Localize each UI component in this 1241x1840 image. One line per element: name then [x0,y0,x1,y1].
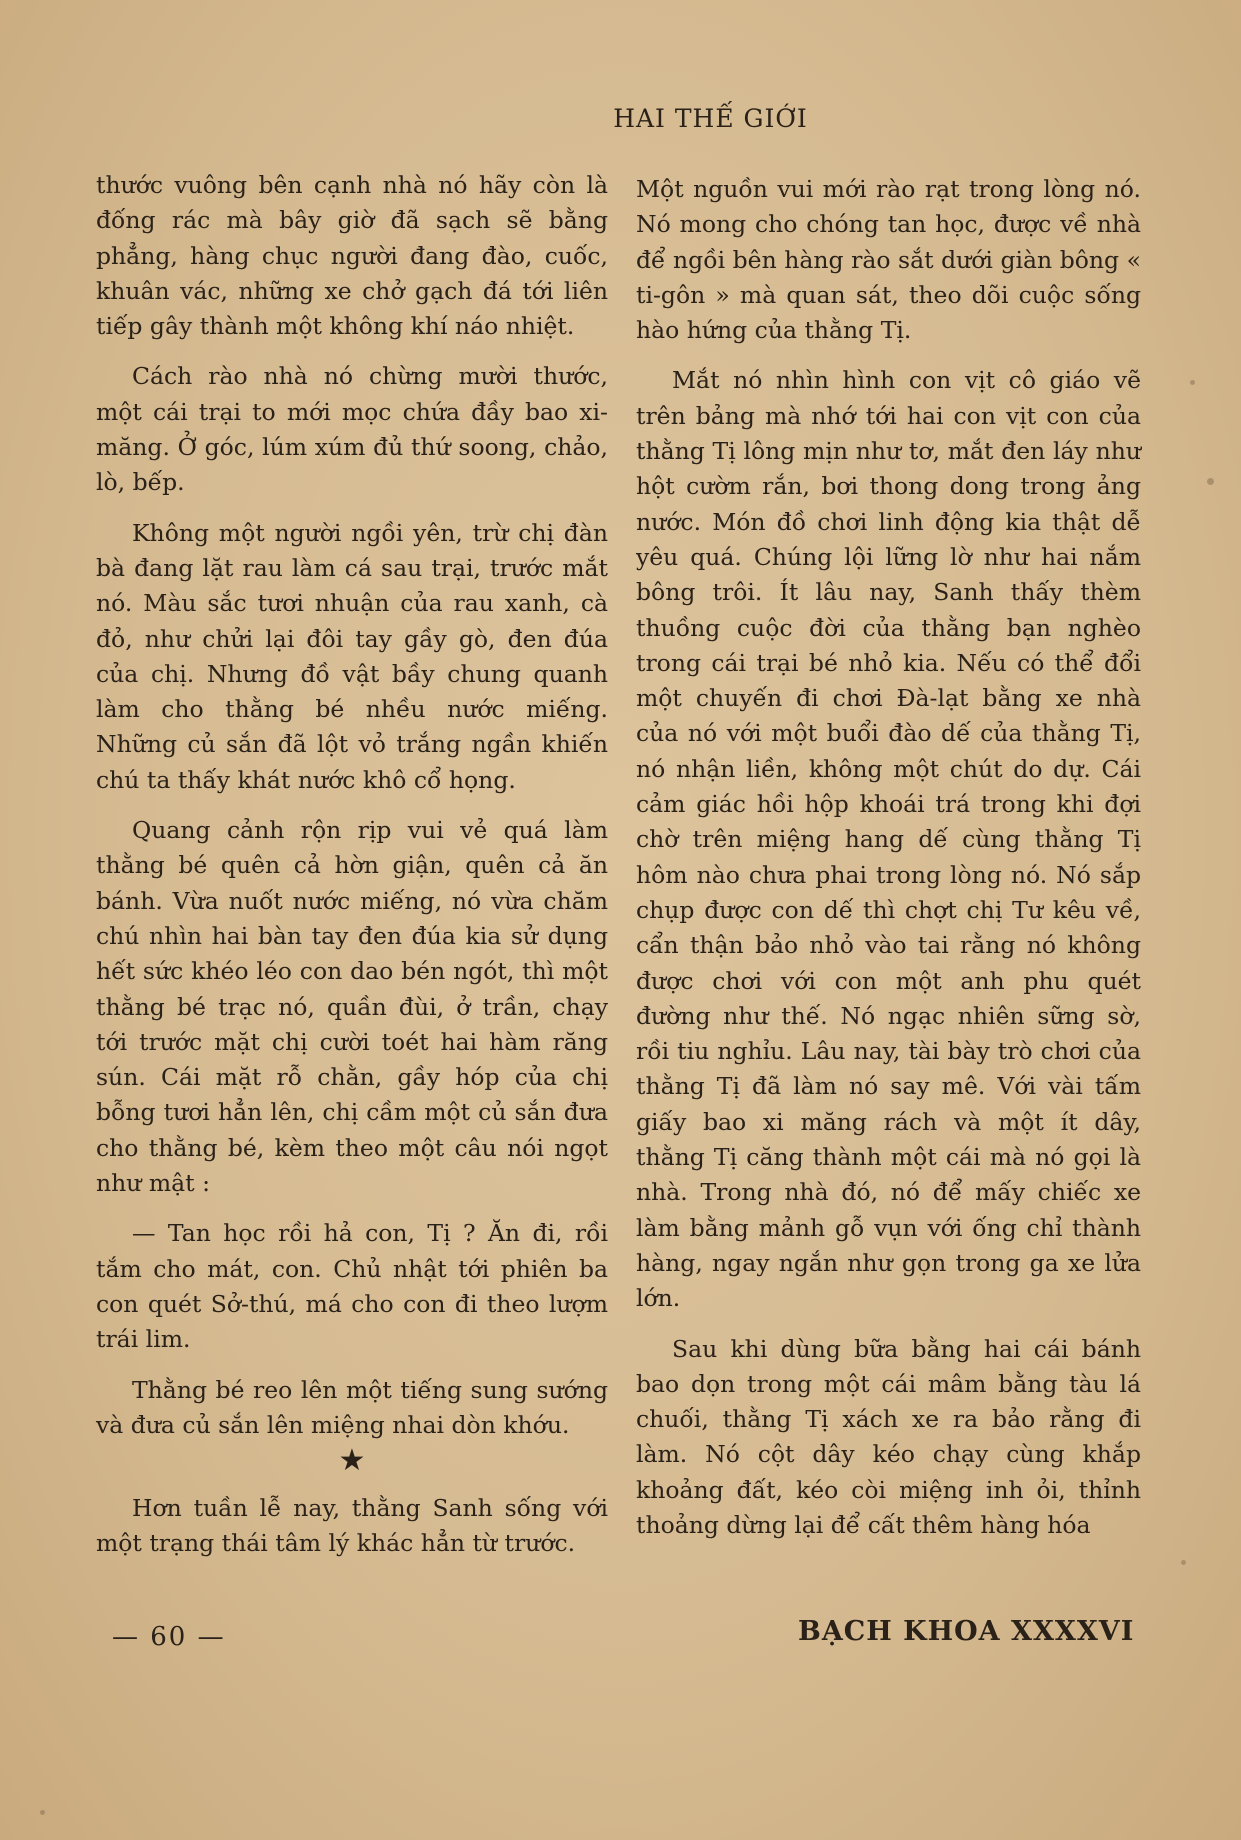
journal-name: BẠCH KHOA XXXXVI [798,1616,1135,1647]
paragraph: thước vuông bên cạnh nhà nó hãy còn là đống rác mà bây giờ đã sạch sẽ bằng phẳng, hàng chục người đang đào, cuốc, khuân vác, những xe chở gạch đá tới liên tiếp gây thành một không khí náo nhiệt. [96,171,608,341]
paragraph: Cách rào nhà nó chừng mười thước, một cái trại to mới mọc chứa đầy bao xi-măng. Ở góc, lúm xúm đủ thứ soong, chảo, lò, bếp. [96,362,608,497]
paper-speck [1207,478,1214,485]
running-title: HAI THẾ GIỚI [613,104,808,133]
section-separator-star: ★ [338,1443,366,1479]
right-column [636,172,1141,1558]
paragraph: Mắt nó nhìn hình con vịt cô giáo vẽ trên bảng mà nhớ tới hai con vịt con của thằng Tị lông mịn như tơ, mắt đen láy như hột cườm rắn, bơi thong dong trong ảng nước. Món đồ chơi linh động kia thật dễ yêu quá. Chúng lội lững lờ như hai nắm bông trôi. Ít lâu nay, Sanh thấy thèm thuồng cuộc đời của thằng bạn nghèo trong cái trại bé nhỏ kia. Nếu có thể đổi một chuyến đi chơi Đà-lạt bằng xe nhà của nó với một buổi đào dế của thằng Tị, nó nhận liền, không một chút do dự. Cái cảm giác hồi hộp khoái trá trong khi đợi chờ trên miệng hang dế cùng thằng Tị hôm nào chưa phai trong lòng nó. Nó sắp chụp được con dế thì chợt chị Tư kêu về, cẩn thận bảo nhỏ vào tai rằng nó không được chơi với con một anh phu quét đường như thế. Nó ngạc nhiên sững sờ, rồi tiu nghỉu. Lâu nay, tài bày trò chơi của thằng Tị đã làm nó say mê. Với vài tấm giấy bao xi măng rách và một ít dây, thằng Tị căng thành một cái mà nó gọi là nhà. Trong nhà đó, nó để mấy chiếc xe làm bằng mảnh gỗ vụn với ống chỉ thành hàng, ngay ngắn như gọn trong ga xe lửa lớn. [636,366,1141,1313]
paper-speck [40,1810,45,1815]
paragraph: Sau khi dùng bữa bằng hai cái bánh bao dọn trong một cái mâm bằng tàu lá chuối, thằng Tị xách xe ra bảo rằng đi làm. Nó cột dây kéo chạy cùng khắp khoảng đất, kéo còi miệng inh ỏi, thỉnh thoảng dừng lại để cất thêm hàng hóa [636,1334,1141,1539]
paper-speck [1181,1560,1186,1565]
page-number: — 60 — [112,1622,226,1652]
paragraph: Một nguồn vui mới rào rạt trong lòng nó. Nó mong cho chóng tan học, được về nhà để ngồi bên hàng rào sắt dưới giàn bông « ti-gôn » mà quan sát, theo dõi cuộc sống hào hứng của thằng Tị. [636,175,1141,345]
paper-speck [1190,380,1195,385]
paragraph: Quang cảnh rộn rịp vui vẻ quá làm thằng bé quên cả hờn giận, quên cả ăn bánh. Vừa nuốt nước miếng, nó vừa chăm chú nhìn hai bàn tay đen đúa kia sử dụng hết sức khéo léo con dao bén ngót, thì một thằng bé trạc nó, quần đùi, ở trần, chạy tới trước mặt chị cười toét hai hàm răng sún. Cái mặt rỗ chằn, gầy hóp của chị bỗng tươi hẳn lên, chị cầm một củ sắn đưa cho thằng bé, kèm theo một câu nói ngọt như mật : [96,816,608,1198]
paragraph: Thằng bé reo lên một tiếng sung sướng và đưa củ sắn lên miệng nhai dòn khớu. [96,1375,608,1439]
paragraph: Hơn tuần lễ nay, thằng Sanh sống với một trạng thái tâm lý khác hẳn từ trước. [96,1494,608,1558]
left-column [96,168,608,1577]
paragraph: Không một người ngồi yên, trừ chị đàn bà đang lặt rau làm cá sau trại, trước mắt nó. Màu sắc tươi nhuận của rau xanh, cà đỏ, như chửi lại đôi tay gầy gò, đen đúa của chị. Nhưng đồ vật bầy chung quanh làm cho thằng bé nhều nước miếng. Những củ sắn đã lột vỏ trắng ngần khiến chú ta thấy khát nước khô cổ họng. [96,518,608,794]
dialogue-paragraph: — Tan học rồi hả con, Tị ? Ăn đi, rồi tắm cho mát, con. Chủ nhật tới phiên ba con quét Sở-thú, má cho con đi theo lượm trái lim. [96,1219,608,1354]
